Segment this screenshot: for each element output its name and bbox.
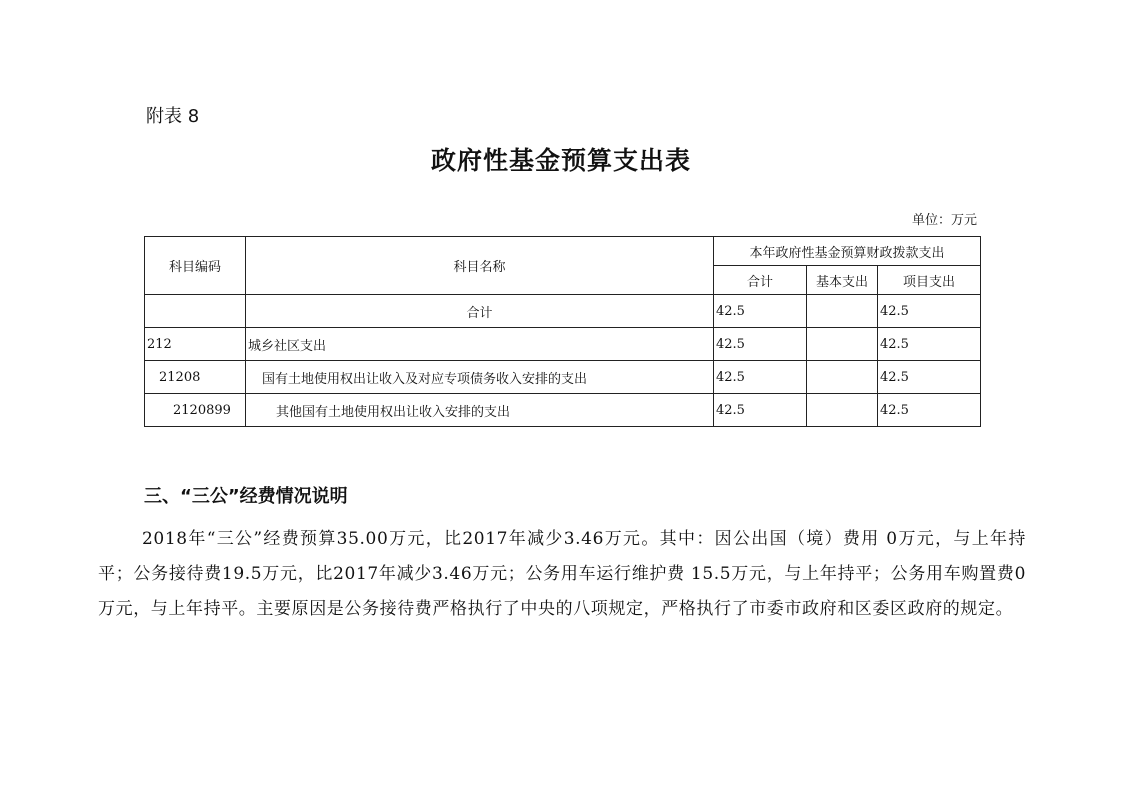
page-title: 政府性基金预算支出表 [430, 146, 691, 175]
table-row [145, 394, 981, 427]
cell-total: 42.5 [714, 295, 807, 328]
header-basic: 基本支出 [807, 266, 878, 295]
cell-total: 42.5 [714, 328, 807, 361]
cell-project: 42.5 [878, 361, 981, 394]
table-header-row [145, 237, 981, 266]
header-subject-name: 科目名称 [246, 237, 714, 295]
cell-code: 2120899 [145, 394, 246, 427]
cell-basic [807, 394, 878, 427]
cell-name: 国有土地使用权出让收入及对应专项债务收入安排的支出 [246, 361, 714, 394]
table-row [145, 328, 981, 361]
cell-project: 42.5 [878, 394, 981, 427]
header-subject-code: 科目编码 [145, 237, 246, 295]
cell-project: 42.5 [878, 295, 981, 328]
unit-label: 单位：万元 [911, 213, 977, 228]
table-row [145, 361, 981, 394]
header-project: 项目支出 [878, 266, 981, 295]
cell-name: 城乡社区支出 [246, 328, 714, 361]
cell-basic [807, 295, 878, 328]
budget-table [144, 236, 981, 427]
appendix-label: 附表 8 [146, 106, 200, 127]
cell-basic [807, 361, 878, 394]
cell-code: 212 [145, 328, 246, 361]
section-heading: 三、“三公”经费情况说明 [144, 486, 348, 507]
header-total: 合计 [714, 266, 807, 295]
cell-code [145, 295, 246, 328]
table-row [145, 295, 981, 328]
cell-code: 21208 [145, 361, 246, 394]
cell-project: 42.5 [878, 328, 981, 361]
section-paragraph: 2018年“三公”经费预算35.00万元，比2017年减少3.46万元。其中：因公出国（境）费用 0万元，与上年持平；公务接待费19.5万元，比2017年减少3.46万元；公务用车运行维护费 15.5万元，与上年持平；公务用车购置费0万元，与上年持平。主要原因是公务接待费严格执行了中央的八项规定，严格执行了市委市政府和区委区政府的规定。 [98, 529, 1026, 619]
cell-name: 合计 [246, 295, 714, 328]
cell-name: 其他国有土地使用权出让收入安排的支出 [246, 394, 714, 427]
cell-total: 42.5 [714, 394, 807, 427]
header-fund-expenditure: 本年政府性基金预算财政拨款支出 [714, 237, 981, 266]
cell-basic [807, 328, 878, 361]
cell-total: 42.5 [714, 361, 807, 394]
